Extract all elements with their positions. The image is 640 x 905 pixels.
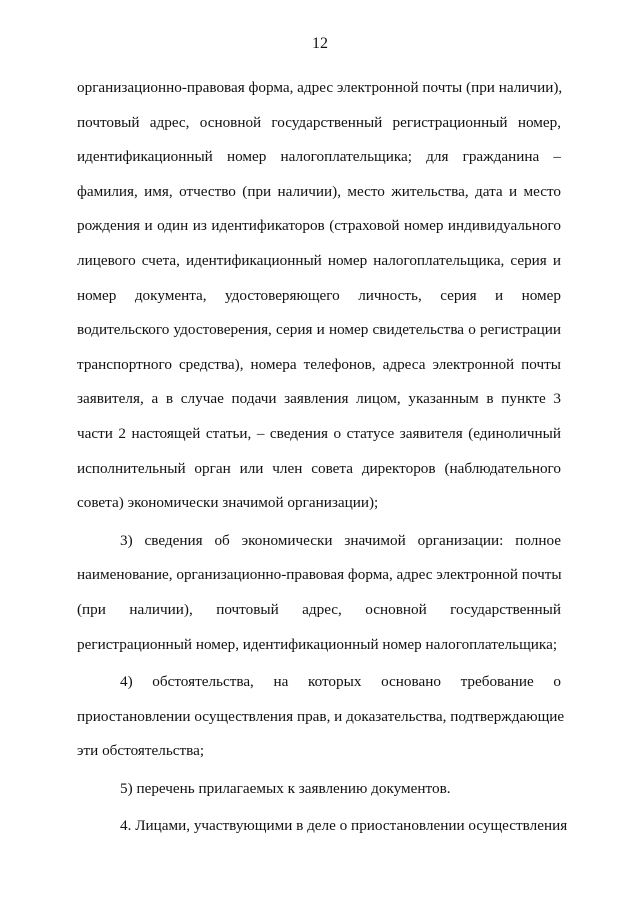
paragraph-item-4 [77,665,565,769]
text-line: 4. Лицами, участвующими в деле о приостановлении осуществления [120,817,568,835]
text-line: приостановлении осуществления прав, и доказательства, подтверждающие [77,707,565,725]
paragraph-item-3 [77,524,561,662]
text-line: фамилия, имя, отчество (при наличии), место жительства, дата и место [77,182,561,200]
text-line: заявителя, а в случае подачи заявления лицом, указанным в пункте 3 [77,390,561,408]
text-line: рождения и один из идентификаторов (страховой номер индивидуального [77,217,561,235]
text-line: 3) сведения об экономически значимой организации: полное [120,531,561,549]
text-line: организационно-правовая форма, адрес электронной почты (при наличии), [77,79,563,96]
text-line: совета) экономически значимой организации); [77,494,379,512]
document-body [77,71,568,844]
text-line: водительского удостоверения, серия и номер свидетельства о регистрации [77,321,561,339]
text-line: наименование, организационно-правовая форма, адрес электронной почты [77,566,562,584]
paragraph-item-5 [77,772,561,807]
text-line: идентификационный номер налогоплательщика; для гражданина – [77,148,561,166]
text-line: исполнительный орган или член совета директоров (наблюдательного [77,459,561,477]
paragraph-section-4 [77,809,568,844]
text-line: 4) обстоятельства, на которых основано требование о [120,673,561,691]
text-line: транспортного средства), номера телефонов, адреса электронной почты [77,355,561,373]
text-line: регистрационный номер, идентификационный номер налогоплательщика; [77,635,558,653]
page-number: 12 [312,35,328,52]
text-line: части 2 настоящей статьи, – сведения о статусе заявителя (единоличный [77,424,561,442]
text-line: номер документа, удостоверяющего личность, серия и номер [77,286,561,304]
text-line: (при наличии), почтовый адрес, основной государственный [77,600,561,618]
paragraph-continuation [77,71,561,521]
text-line: лицевого счета, идентификационный номер налогоплательщика, серия и [77,251,561,269]
text-line: эти обстоятельства; [77,742,205,760]
text-line: почтовый адрес, основной государственный регистрационный номер, [77,113,561,131]
text-line: 5) перечень прилагаемых к заявлению документов. [120,779,451,797]
